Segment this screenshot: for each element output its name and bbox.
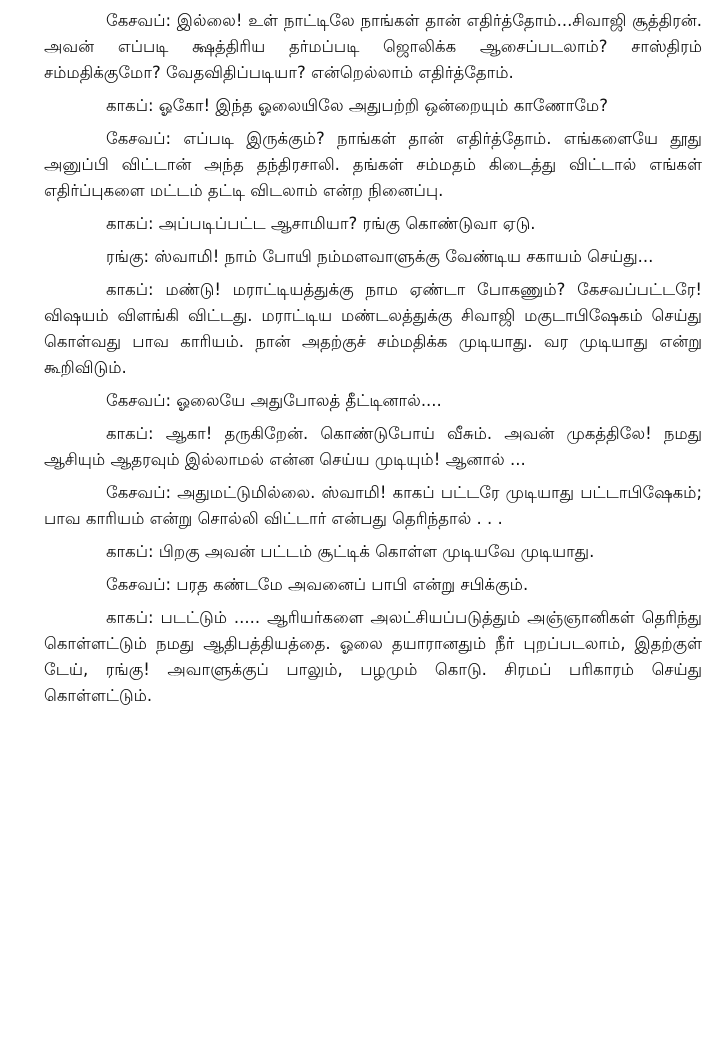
dialogue-paragraph-7: கேசவப்: ஓலையே அதுபோலத் தீட்டினால்.... <box>106 391 442 410</box>
dialogue-paragraph-6: காகப்: மண்டு! மராட்டியத்துக்கு நாம ஏண்டா போகணும்? கேசவப்பட்டரே! விஷயம் விளங்கி விட்டது. மராட்டிய மண்டலத்துக்கு சிவாஜி மகுடாபிஷேகம் செய்து கொள்வது பாவ காரியம். நான் அதற்குச் சம்மதிக்க முடியாது. வர முடியாது என்று கூறிவிடும். <box>44 280 702 377</box>
dialogue-paragraph-2: காகப்: ஓகோ! இந்த ஓலையிலே அதுபற்றி ஒன்றையும் காணோமே? <box>106 96 608 115</box>
dialogue-paragraph-1: கேசவப்: இல்லை! உள் நாட்டிலே நாங்கள் தான் எதிர்த்தோம்...சிவாஜி சூத்திரன். அவன் எப்படி க்ஷத்திரிய தர்மப்படி ஜொலிக்க ஆசைப்படலாம்? சாஸ்திரம் சம்மதிக்குமோ? வேதவிதிப்படியா? என்றெல்லாம் எதிர்த்தோம். <box>44 11 702 82</box>
document-page <box>44 8 702 709</box>
dialogue-paragraph-3: கேசவப்: எப்படி இருக்கும்? நாங்கள் தான் எதிர்த்தோம். எங்களையே தூது அனுப்பி விட்டான் அந்த தந்திரசாலி. தங்கள் சம்மதம் கிடைத்து விட்டால் எங்கள் எதிர்ப்புகளை மட்டம் தட்டி விடலாம் என்ற நினைப்பு. <box>44 129 702 200</box>
dialogue-paragraph-11: கேசவப்: பரத கண்டமே அவனைப் பாபி என்று சபிக்கும். <box>106 575 529 594</box>
dialogue-paragraph-4: காகப்: அப்படிப்பட்ட ஆசாமியா? ரங்கு கொண்டுவா ஏடு. <box>106 214 536 233</box>
dialogue-paragraph-8: காகப்: ஆகா! தருகிறேன். கொண்டுபோய் வீசும். அவன் முகத்திலே! நமது ஆசியும் ஆதரவும் இல்லாமல் என்ன செய்ய முடியும்! ஆனால் ... <box>44 424 702 469</box>
dialogue-paragraph-5: ரங்கு: ஸ்வாமி! நாம் போயி நம்மளவாளுக்கு வேண்டிய சகாயம் செய்து... <box>106 247 654 266</box>
dialogue-paragraph-12: காகப்: படட்டும் ..... ஆரியர்களை அலட்சியப்படுத்தும் அஞ்ஞானிகள் தெரிந்து கொள்ளட்டும் நமது ஆதிபத்தியத்தை. ஓலை தயாரானதும் நீர் புறப்படலாம், இதற்குள் டேய், ரங்கு! அவாளுக்குப் பாலும், பழமும் கொடு. சிரமப் பரிகாரம் செய்து கொள்ளட்டும். <box>44 608 702 705</box>
dialogue-paragraph-10: காகப்: பிறகு அவன் பட்டம் சூட்டிக் கொள்ள முடியவே முடியாது. <box>106 542 595 561</box>
dialogue-paragraph-9: கேசவப்: அதுமட்டுமில்லை. ஸ்வாமி! காகப் பட்டரே முடியாது பட்டாபிஷேகம்; பாவ காரியம் என்று சொல்லி விட்டார் என்பது தெரிந்தால் . . . <box>44 483 702 528</box>
